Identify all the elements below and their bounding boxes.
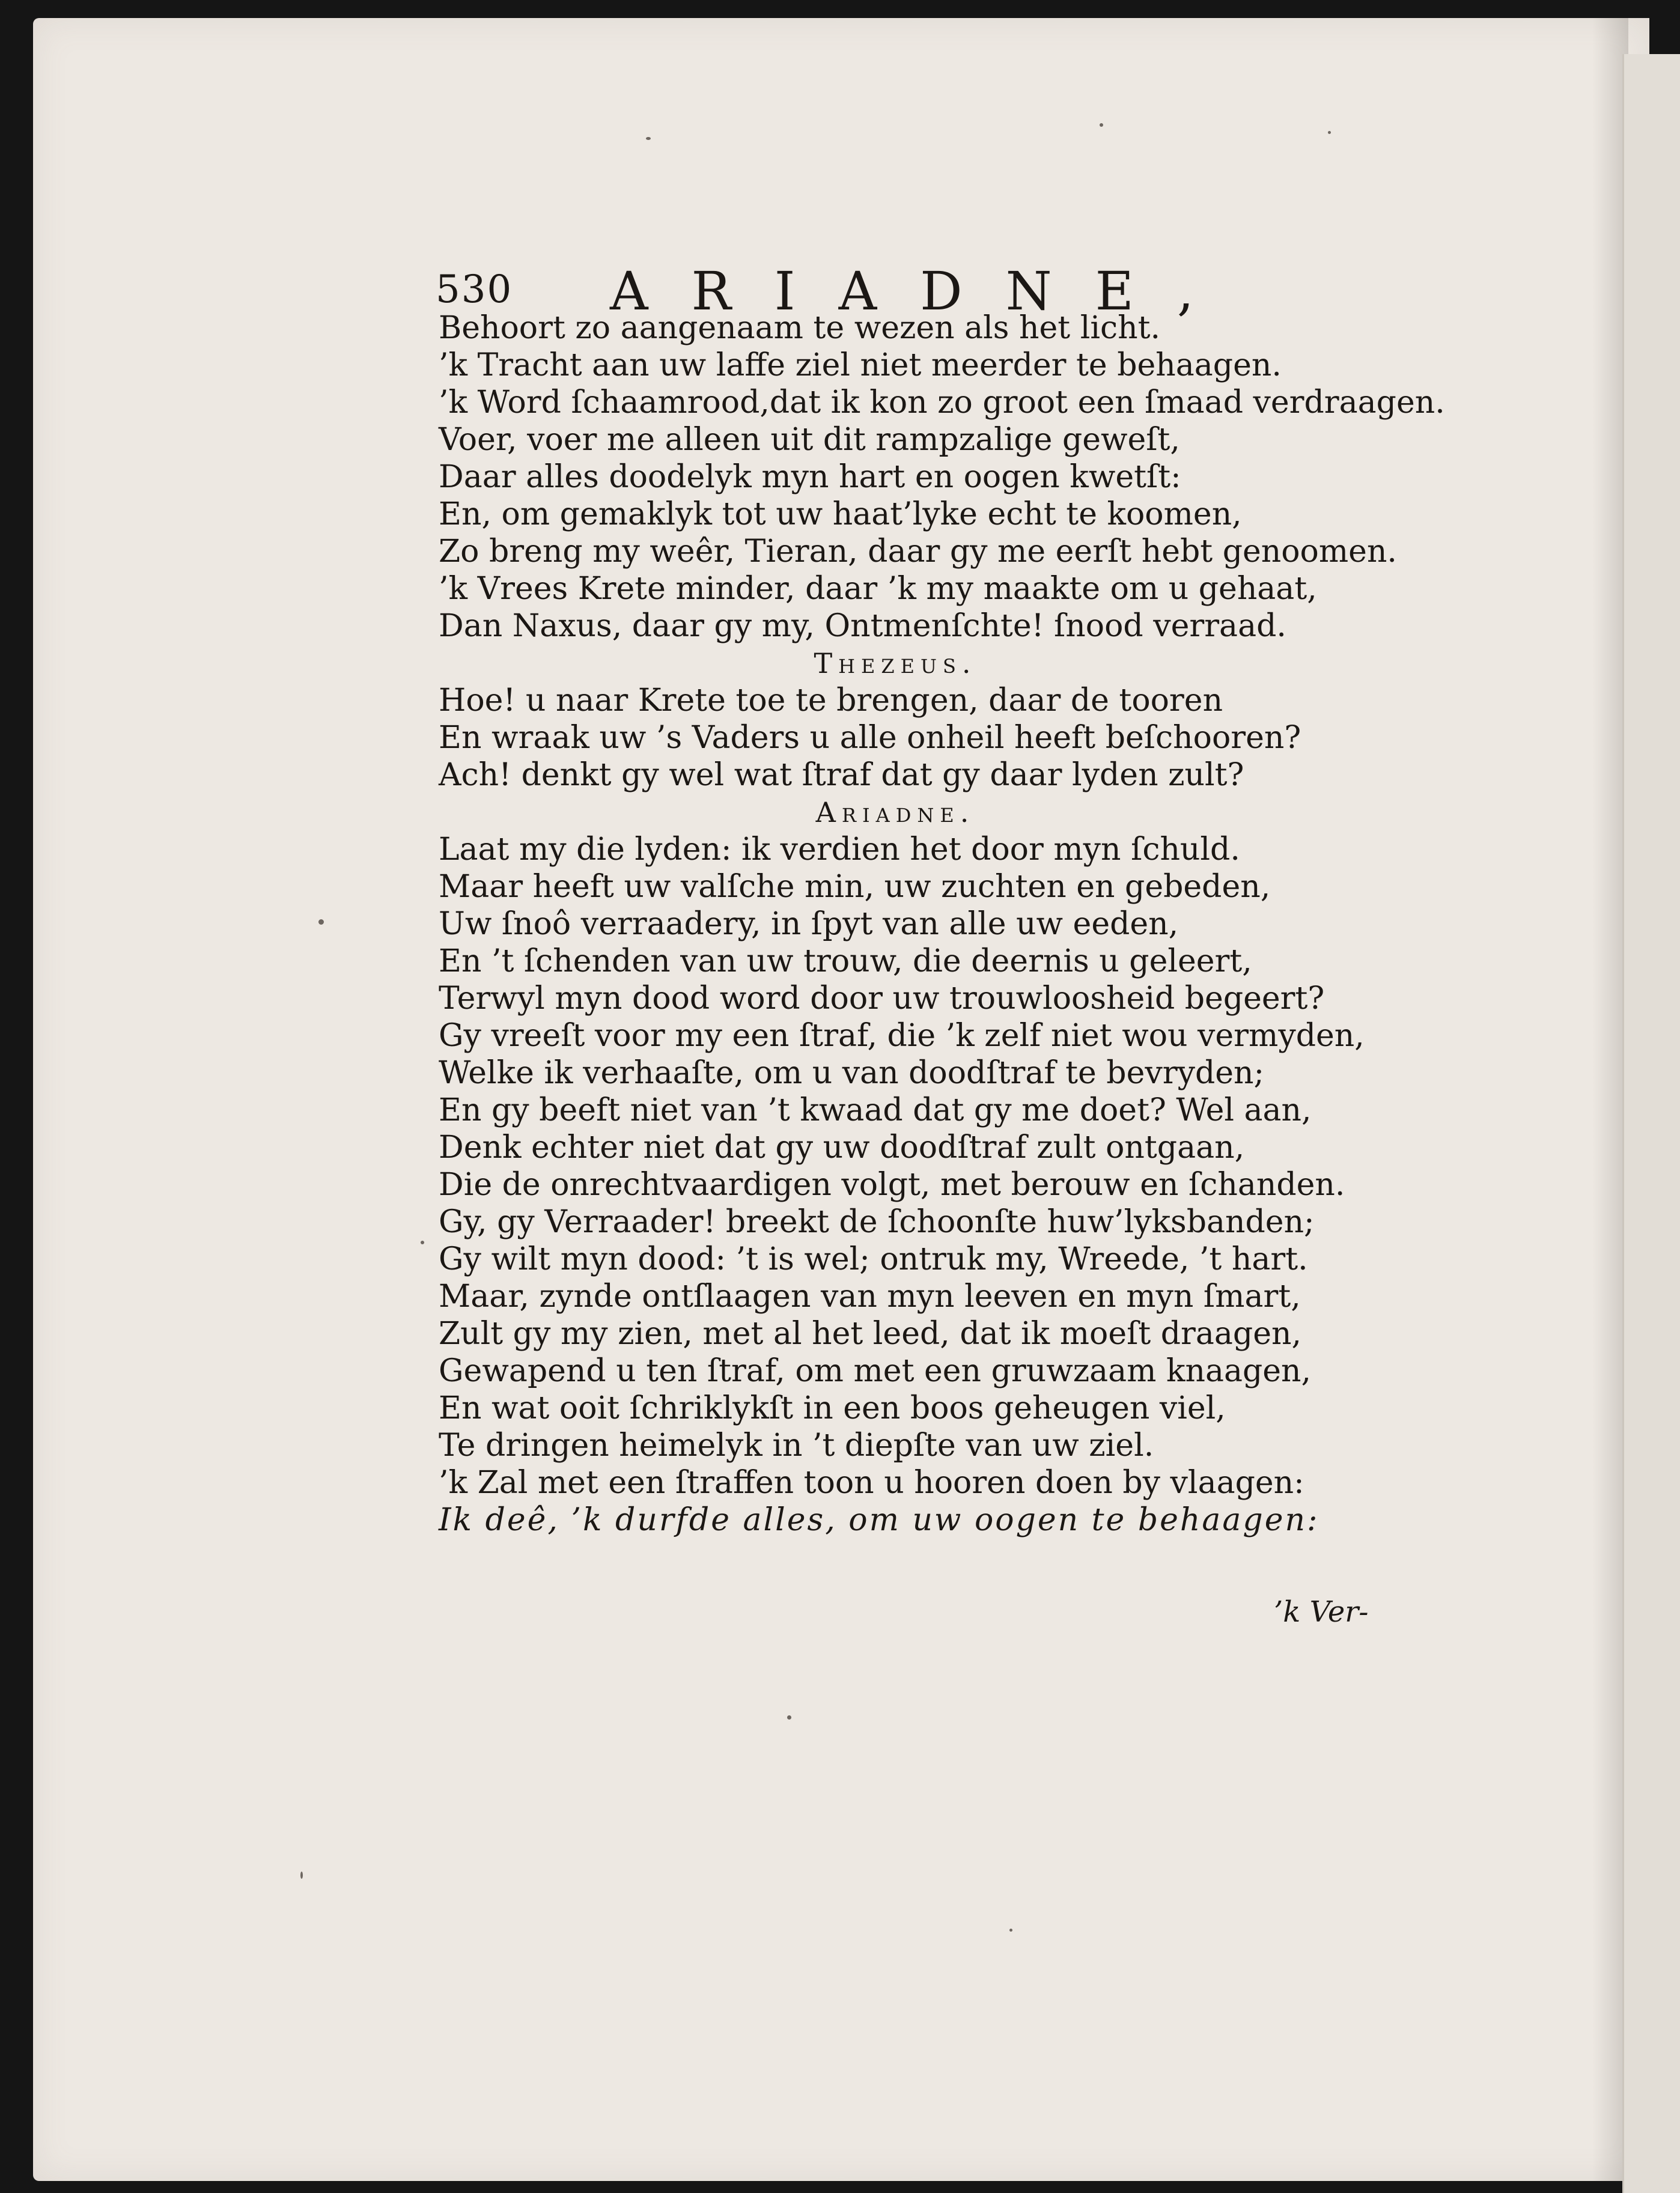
paper-speck xyxy=(1100,123,1103,127)
verse-line: Gy, gy Verraader! breekt de ſchoonſte huw’lyksbanden; xyxy=(439,1204,1315,1240)
verse-line: En ’t ſchenden van uw trouw, die deernis u geleert, xyxy=(439,943,1252,979)
facing-page-edge xyxy=(1622,54,1680,2193)
verse-line: En wraak uw ’s Vaders u alle onheil heeft beſchooren? xyxy=(439,720,1301,756)
verse-line: Laat my die lyden: ik verdien het door myn ſchuld. xyxy=(439,832,1240,868)
verse-line: ’k Tracht aan uw laffe ziel niet meerder te behaagen. xyxy=(439,347,1282,383)
verse-line: Gy wilt myn dood: ’t is wel; ontruk my, Wreede, ’t hart. xyxy=(439,1241,1308,1277)
verse-line: ’k Word ſchaamrood,dat ik kon zo groot een ſmaad verdraagen. xyxy=(439,385,1445,421)
verse-line: ’k Vrees Krete minder, daar ’k my maakte om u gehaat, xyxy=(439,571,1317,607)
verse-line: Dan Naxus, daar gy my, Ontmenſchte! ſnood verraad. xyxy=(439,608,1286,644)
verse-line: Maar heeft uw valſche min, uw zuchten en gebeden, xyxy=(439,869,1271,905)
verse-line: Behoort zo aangenaam te wezen als het licht. xyxy=(439,310,1161,346)
verse-line: ’k Zal met een ſtraffen toon u hooren doen by vlaagen: xyxy=(439,1465,1304,1501)
paper-speck xyxy=(787,1715,791,1720)
paper-speck xyxy=(300,1872,303,1879)
verse-line: Zo breng my weêr, Tieran, daar gy me eerſt hebt genoomen. xyxy=(439,534,1397,570)
verse-line: Terwyl myn dood word door uw trouwloosheid begeert? xyxy=(439,981,1325,1017)
verse-line: Maar, zynde ontſlaagen van myn leeven en myn ſmart, xyxy=(439,1279,1301,1315)
verse-line: En wat ooit ſchriklykſt in een boos geheugen viel, xyxy=(439,1390,1226,1426)
verse-line: En gy beeft niet van ’t kwaad dat gy me doet? Wel aan, xyxy=(439,1092,1312,1128)
catchword: ’k Ver- xyxy=(1274,1595,1369,1629)
paper-speck xyxy=(318,919,324,925)
verse-line: Te dringen heimelyk in ’t diepſte van uw ziel. xyxy=(439,1428,1154,1464)
verse-line-italic: Ik deê, ’k durfde alles, om uw oogen te behaagen: xyxy=(439,1502,1319,1538)
verse-line: Voer, voer me alleen uit dit rampzalige geweſt, xyxy=(439,422,1180,458)
verse-line: Gewapend u ten ſtraf, om met een gruwzaam knaagen, xyxy=(439,1353,1312,1389)
paper-speck xyxy=(1009,1929,1012,1932)
page-number: 530 xyxy=(436,267,513,312)
running-title: ARIADNE, xyxy=(610,260,1237,322)
verse-line: Hoe! u naar Krete toe te brengen, daar de tooren xyxy=(439,683,1223,719)
verse-line: En, om gemaklyk tot uw haat’lyke echt te koomen, xyxy=(439,496,1242,532)
speaker-name: Thezeus. xyxy=(814,647,977,680)
verse-line: Uw ſnoô verraadery, in ſpyt van alle uw eeden, xyxy=(439,906,1179,942)
paper-speck xyxy=(1328,131,1331,134)
verse-line: Zult gy my zien, met al het leed, dat ik moeſt draagen, xyxy=(439,1316,1301,1352)
verse-line: Welke ik verhaaſte, om u van doodſtraf te bevryden; xyxy=(439,1055,1265,1091)
verse-line: Ach! denkt gy wel wat ſtraf dat gy daar lyden zult? xyxy=(439,757,1244,793)
verse-line: Die de onrechtvaardigen volgt, met berouw en ſchanden. xyxy=(439,1167,1345,1203)
verse-line: Daar alles doodelyk myn hart en oogen kwetſt: xyxy=(439,459,1181,495)
speaker-name: Ariadne. xyxy=(815,796,975,829)
verse-line: Gy vreeſt voor my een ſtraf, die ’k zelf niet wou vermyden, xyxy=(439,1018,1365,1054)
paper-speck xyxy=(421,1241,424,1244)
verse-line: Denk echter niet dat gy uw doodſtraf zult ontgaan, xyxy=(439,1130,1245,1166)
paper-speck xyxy=(646,137,651,140)
verse-text xyxy=(439,309,1445,1539)
